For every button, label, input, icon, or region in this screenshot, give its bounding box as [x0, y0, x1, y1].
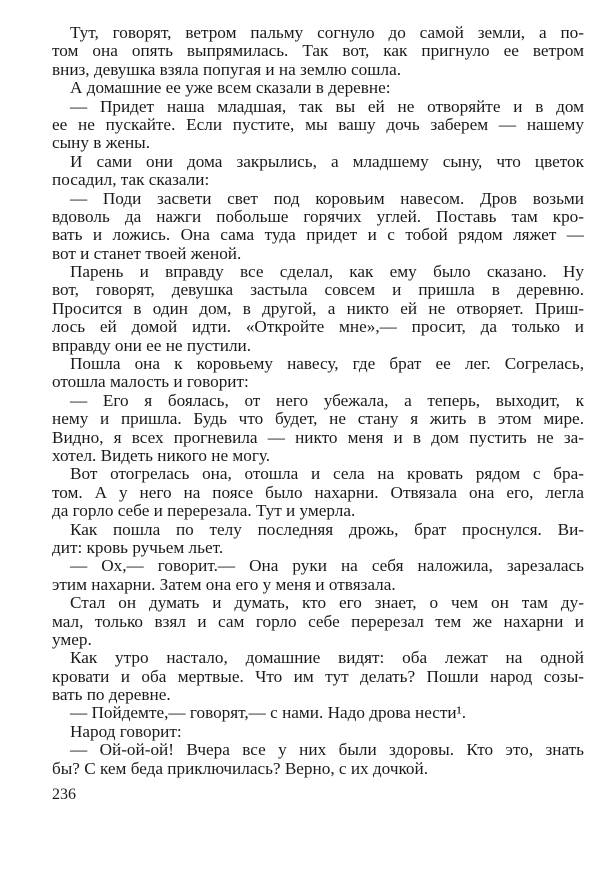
text-line: Как утро настало, домашние видят: оба лежат на одной	[70, 648, 584, 668]
text-line: — Пойдемте,— говорят,— с нами. Надо дрова нести¹.	[70, 703, 467, 723]
page-number: 236	[52, 786, 76, 803]
text-line: Парень и вправду все сделал, как ему было сказано. Ну	[70, 262, 584, 282]
text-line: — Придет наша младшая, так вы ей не отворяйте и в дом	[70, 96, 584, 116]
text-line: дит: кровь ручьем льет.	[52, 537, 224, 557]
text-line: Народ говорит:	[70, 721, 182, 741]
text-line: мал, только взял и сам горло себе перерезал тем же нахарни и	[52, 611, 584, 631]
text-line: Как пошла по телу последняя дрожь, брат проснулся. Ви-	[70, 519, 584, 539]
text-line: нему и пришла. Будь что будет, не стану я жить в этом мире.	[52, 409, 584, 429]
text-line: А домашние ее уже всем сказали в деревне:	[70, 78, 391, 98]
text-line: — Поди засвети свет под коровьим навесом. Дров возьми	[70, 188, 584, 208]
text-line: Стал он думать и думать, кто его знает, о чем он там ду-	[70, 593, 584, 613]
text-line: кровати и оба мертвые. Что им тут делать? Пошли народ созы-	[52, 666, 584, 686]
text-line: сыну в жены.	[52, 133, 150, 153]
text-line: вот, говорят, девушка застыла совсем и пришла в деревню.	[52, 280, 584, 300]
text-line: этим нахарни. Затем она его у меня и отвязала.	[52, 574, 396, 594]
text-line: да горло себе и перерезала. Тут и умерла.	[52, 501, 356, 521]
text-line: Вот отогрелась она, отошла и села на кровать рядом с бра-	[70, 464, 584, 484]
text-line: Пошла она к коровьему навесу, где брат ее лег. Согрелась,	[70, 354, 584, 374]
text-line: хотел. Видеть никого не могу.	[52, 445, 271, 465]
page-body-text	[52, 24, 584, 778]
text-line: Видно, я всех прогневила — никто меня и в дом пустить не за-	[52, 427, 584, 447]
text-line: умер.	[52, 629, 92, 649]
text-line: вать и ложись. Она сама туда придет и с тобой рядом ляжет —	[52, 225, 584, 245]
text-line: том. А у него на поясе было нахарни. Отвязала она его, легла	[52, 482, 584, 502]
text-line: отошла малость и говорит:	[52, 372, 249, 392]
text-line: — Ой-ой-ой! Вчера все у них были здоровы. Кто это, знать	[70, 740, 584, 760]
text-line: вправду они ее не пустили.	[52, 335, 252, 355]
text-line: вдоволь да нажги побольше горячих углей. Поставь там кро-	[52, 206, 584, 226]
text-line: ее не пускайте. Если пустите, мы вашу дочь заберем — нашему	[52, 114, 584, 134]
text-line: — Ох,— говорит.— Она руки на себя наложила, зарезалась	[70, 556, 584, 576]
text-line: — Его я боялась, от него убежала, а теперь, выходит, к	[70, 390, 584, 410]
text-line: посадил, так сказали:	[52, 170, 210, 190]
text-line: И сами они дома закрылись, а младшему сыну, что цветок	[70, 151, 584, 171]
text-line: вот и станет твоей женой.	[52, 243, 242, 263]
text-line: Просится в один дом, в другой, а никто ей не отворяет. Приш-	[52, 298, 584, 318]
text-line: том она опять выпрямилась. Так вот, как пригнуло ее ветром	[52, 41, 584, 61]
text-line: вниз, девушка взяла попугая и на землю сошла.	[52, 59, 402, 79]
text-line: Тут, говорят, ветром пальму согнуло до самой земли, а по-	[70, 23, 584, 42]
text-line: вать по деревне.	[52, 685, 171, 705]
text-line: бы? С кем беда приключилась? Верно, с их дочкой.	[52, 758, 429, 778]
text-line: лось ей домой идти. «Откройте мне»,— просит, да только и	[52, 317, 584, 337]
